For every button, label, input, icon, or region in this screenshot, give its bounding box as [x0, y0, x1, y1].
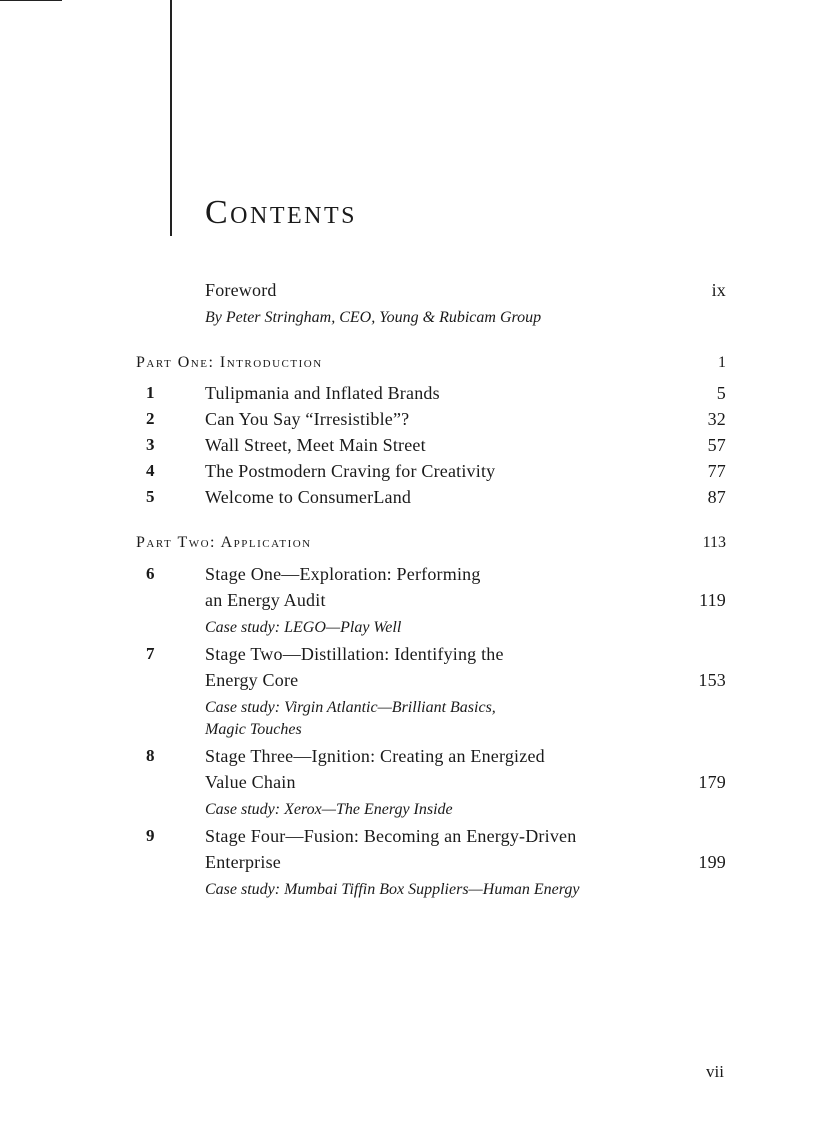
part-page: 1	[718, 354, 726, 371]
part-page: 113	[702, 534, 726, 551]
case-study: Case study: Xerox—The Energy Inside	[205, 801, 453, 818]
chapter-page: 87	[707, 487, 726, 507]
chapter-number: 5	[146, 487, 155, 506]
toc-part-one[interactable]	[136, 353, 726, 373]
chapter-number: 9	[146, 826, 155, 845]
chapter-page: 119	[699, 590, 726, 610]
chapter-number: 2	[146, 409, 155, 428]
page-title: Contents	[205, 194, 358, 231]
part-label: Part Two: Application	[136, 534, 312, 551]
case-study: Case study: Mumbai Tiffin Box Suppliers—Human Energy	[205, 881, 580, 898]
chapter-title-line1: Stage Two—Distillation: Identifying the	[205, 644, 504, 664]
chapter-title-line2: Energy Core	[205, 670, 299, 690]
toc-entry-title: Foreword	[205, 280, 277, 300]
chapter-page: 77	[707, 461, 726, 481]
chapter-title: Can You Say “Irresistible”?	[205, 409, 410, 429]
chapter-title-line1: Stage Three—Ignition: Creating an Energized	[205, 746, 545, 766]
chapter-title: Tulipmania and Inflated Brands	[205, 383, 440, 403]
chapter-page: 153	[698, 670, 726, 690]
page-number: vii	[706, 1062, 724, 1081]
case-study: Case study: Virgin Atlantic—Brilliant Basics,	[205, 699, 496, 716]
chapter-page: 5	[716, 383, 726, 403]
corner-rule	[0, 0, 62, 1]
chapter-title-line2: Enterprise	[205, 852, 281, 872]
chapter-page: 32	[707, 409, 726, 429]
chapter-title: Welcome to ConsumerLand	[205, 487, 412, 507]
chapter-page: 179	[698, 772, 726, 792]
chapter-title-line1: Stage Four—Fusion: Becoming an Energy-Driven	[205, 826, 577, 846]
vertical-rule	[170, 0, 172, 236]
chapter-title-line1: Stage One—Exploration: Performing	[205, 564, 481, 584]
chapter-number: 3	[146, 435, 155, 454]
chapter-title: The Postmodern Craving for Creativity	[205, 461, 496, 481]
chapter-number: 1	[146, 383, 155, 402]
chapter-number: 8	[146, 746, 155, 765]
chapter-number: 4	[146, 461, 155, 480]
chapter-page: 57	[707, 435, 726, 455]
case-study: Case study: LEGO—Play Well	[205, 619, 402, 636]
foreword-byline: By Peter Stringham, CEO, Young & Rubicam Group	[205, 309, 542, 326]
chapter-number: 7	[146, 644, 155, 663]
chapter-title-line2: an Energy Audit	[205, 590, 326, 610]
toc-entry-page: ix	[711, 280, 726, 300]
chapter-number: 6	[146, 564, 155, 583]
toc-part-two[interactable]	[136, 533, 726, 553]
case-study-cont: Magic Touches	[205, 721, 302, 738]
chapter-title: Wall Street, Meet Main Street	[205, 435, 426, 455]
part-label: Part One: Introduction	[136, 354, 323, 371]
chapter-page: 199	[698, 852, 726, 872]
chapter-title-line2: Value Chain	[205, 772, 296, 792]
